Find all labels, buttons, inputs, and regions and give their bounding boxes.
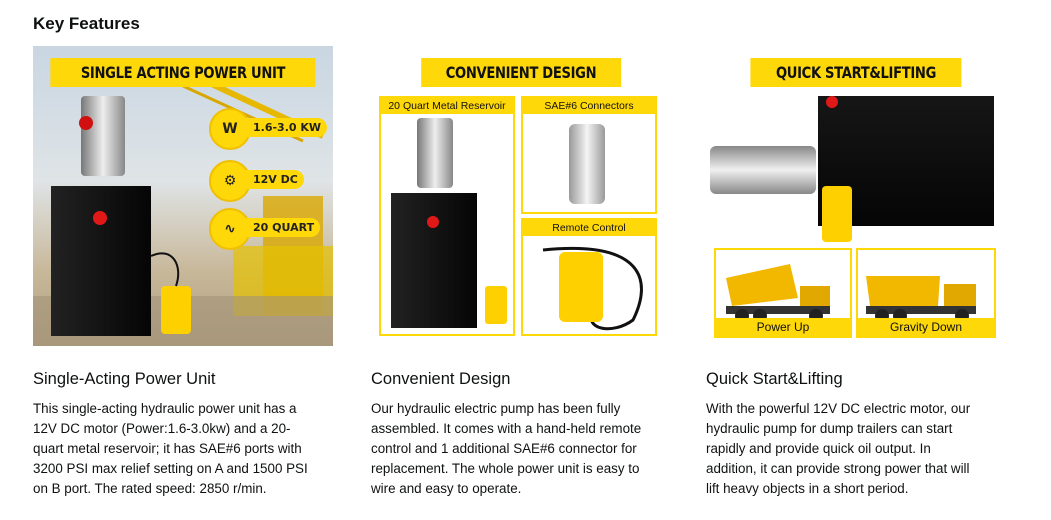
panel-label-gravity-down: Gravity Down xyxy=(858,318,994,336)
panel-label-remote: Remote Control xyxy=(523,220,655,236)
panel-label-power-up: Power Up xyxy=(716,318,850,336)
spec-label-capacity: 20 QUART xyxy=(239,218,320,237)
red-plug xyxy=(427,216,439,228)
panel-remote xyxy=(521,218,657,336)
feature-card-single-acting xyxy=(33,46,333,496)
watt-icon: W xyxy=(209,108,251,150)
feature-title: Quick Start&Lifting xyxy=(706,370,843,388)
feature-image-single-acting[interactable] xyxy=(33,46,333,346)
panel-power-up xyxy=(714,248,852,338)
panel-connectors xyxy=(521,96,657,214)
feature-banner: CONVENIENT DESIGN xyxy=(421,58,621,87)
connector-fitting xyxy=(569,124,605,204)
reservoir-tank xyxy=(391,193,477,328)
motor-icon: ⚙ xyxy=(209,160,251,202)
panel-gravity-down xyxy=(856,248,996,338)
panel-reservoir xyxy=(379,96,515,336)
feature-card-quick-start xyxy=(706,46,1006,496)
remote-control xyxy=(822,186,852,242)
feature-description: Our hydraulic electric pump has been fully assembled. It comes with a hand-held remote control and 1 additional SAE#6 connector for replacement. The whole power unit is easy to wire and easy to operate. xyxy=(371,401,642,496)
remote-control xyxy=(559,252,603,322)
remote-control xyxy=(485,286,507,324)
feature-description: This single-acting hydraulic power unit has a 12V DC motor (Power:1.6-3.0kw) and a 20- quart metal reservoir; it has SAE#6 ports with 3200 PSI max relief setting on A and 1500 PSI on B port. The rated speed: 2850 r/min. xyxy=(33,401,308,496)
feature-image-quick-start[interactable] xyxy=(706,46,1006,346)
spec-label-power: 1.6-3.0 KW xyxy=(239,118,327,137)
feature-banner: SINGLE ACTING POWER UNIT xyxy=(50,58,315,87)
panel-label-connectors: SAE#6 Connectors xyxy=(523,98,655,114)
feature-description: With the powerful 12V DC electric motor, our hydraulic pump for dump trailers can start rapidly and provide quick oil output. In addition, it can provide strong power that will lift heavy objects in a short period. xyxy=(706,401,971,496)
panel-label-reservoir: 20 Quart Metal Reservoir xyxy=(381,98,513,114)
remote-cable xyxy=(33,46,333,346)
section-title: Key Features xyxy=(33,14,140,33)
motor-cylinder xyxy=(417,118,453,188)
feature-title: Single-Acting Power Unit xyxy=(33,370,216,388)
spec-label-voltage: 12V DC xyxy=(239,170,304,189)
red-plug xyxy=(826,96,838,108)
feature-banner: QUICK START&LIFTING xyxy=(750,58,961,87)
feature-image-convenient-design[interactable] xyxy=(371,46,671,346)
feature-title: Convenient Design xyxy=(371,370,511,388)
reservoir-icon: ∿ xyxy=(209,208,251,250)
motor-cylinder xyxy=(710,146,816,194)
feature-card-convenient-design xyxy=(371,46,671,496)
